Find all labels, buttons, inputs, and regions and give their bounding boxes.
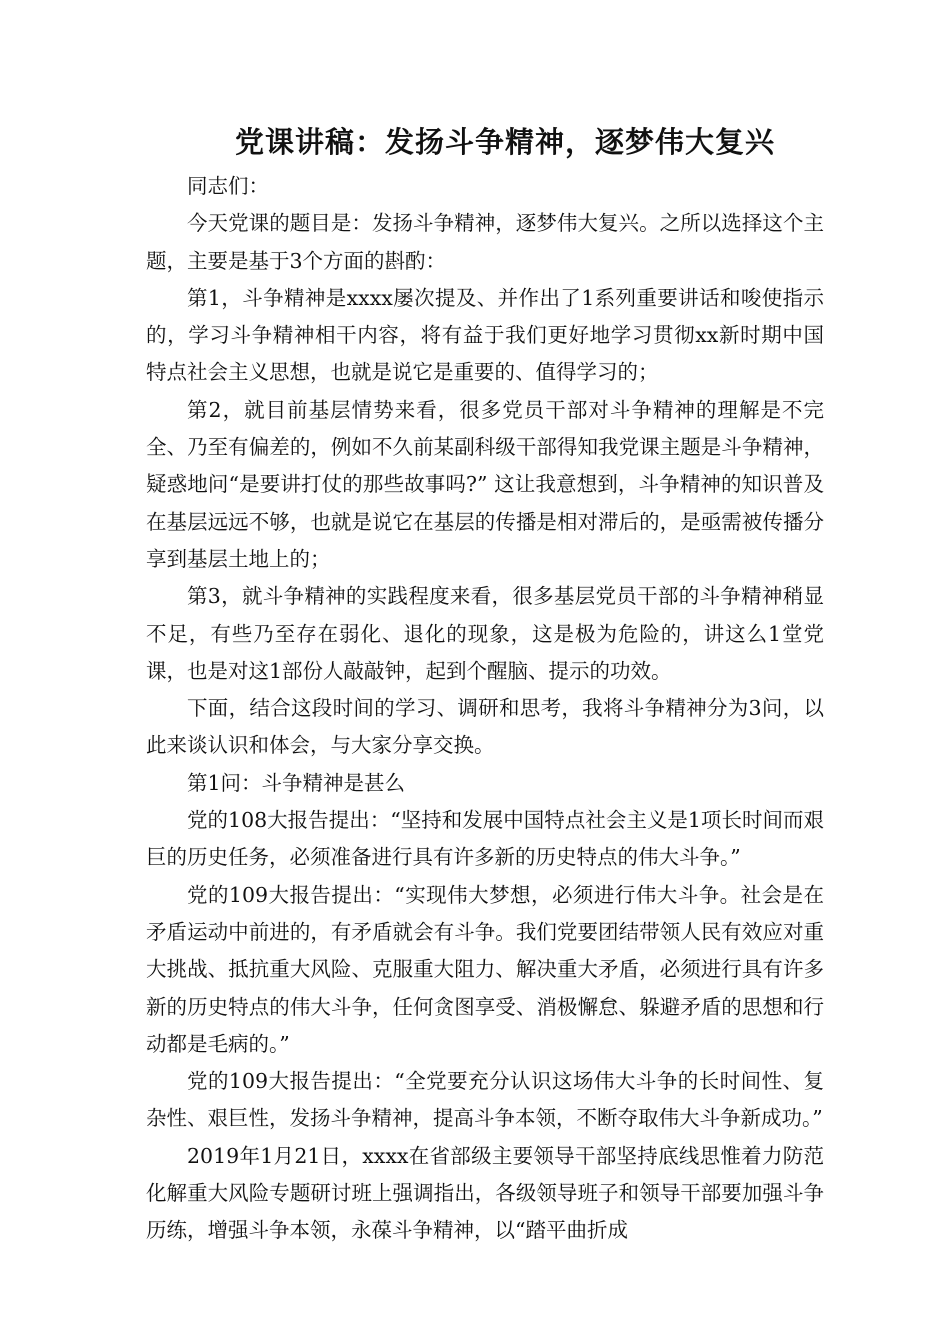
paragraph-intro: 今天党课的题目是：发扬斗争精神，逐梦伟大复兴。之所以选择这个主题，主要是基于3个方面的斟酌： xyxy=(146,211,824,273)
paragraph-overview: 下面，结合这段时间的学习、调研和思考，我将斗争精神分为3问，以此来谈认识和体会，与大家分享交换。 xyxy=(146,696,824,758)
paragraph-2019-speech: 2019年1月21日，xxxx在省部级主要领导干部坚持底线思惟着力防范化解重大风险专题研讨班上强调指出，各级领导班子和领导干部要加强斗争历练，增强斗争本领，永葆斗争精神，以“踏平曲折成 xyxy=(146,1143,824,1243)
section-heading-1: 第1问：斗争精神是甚么 xyxy=(187,770,406,795)
paragraph-salutation: 同志们： xyxy=(187,174,269,198)
paragraph-reason-3: 第3，就斗争精神的实践程度来看，很多基层党员干部的斗争精神稍显不足，有些乃至存在弱化、退化的现象，这是极为危险的，讲这么1堂党课，也是对这1部份人敲敲钟，起到个醒脑、提示的功效。 xyxy=(146,584,824,683)
document-title: 党课讲稿：发扬斗争精神，逐梦伟大复兴 xyxy=(234,125,775,159)
paragraph-quote-108: 党的108大报告提出：“坚持和发展中国特点社会主义是1项长时间而艰巨的历史任务，必须准备进行具有许多新的历史特点的伟大斗争。” xyxy=(146,808,824,870)
document-body xyxy=(146,168,824,1250)
paragraph-quote-109-a: 党的109大报告提出：“实现伟大梦想，必须进行伟大斗争。社会是在矛盾运动中前进的，有矛盾就会有斗争。我们党要团结带领人民有效应对重大挑战、抵抗重大风险、克服重大阻力、解决重大矛盾，必须进行具有许多新的历史特点的伟大斗争，任何贪图享受、消极懈怠、躲避矛盾的思想和行动都是毛病的。” xyxy=(146,882,824,1056)
paragraph-quote-109-b: 党的109大报告提出：“全党要充分认识这场伟大斗争的长时间性、复杂性、艰巨性，发扬斗争精神，提高斗争本领，不断夺取伟大斗争新成功。” xyxy=(146,1069,824,1131)
paragraph-reason-1: 第1，斗争精神是xxxx屡次提及、并作出了1系列重要讲话和唆使指示的，学习斗争精神相干内容，将有益于我们更好地学习贯彻xx新时期中国特点社会主义思想，也就是说它是重要的、值得学习的； xyxy=(146,285,824,385)
paragraph-reason-2: 第2，就目前基层情势来看，很多党员干部对斗争精神的理解是不完全、乃至有偏差的，例如不久前某副科级干部得知我党课主题是斗争精神，疑惑地问“是要讲打仗的那些故事吗?” 这让我意想到，斗争精神的知识普及在基层远远不够，也就是说它在基层的传播是相对滞后的，是亟需被传播分享到基层土地上的； xyxy=(146,397,824,571)
